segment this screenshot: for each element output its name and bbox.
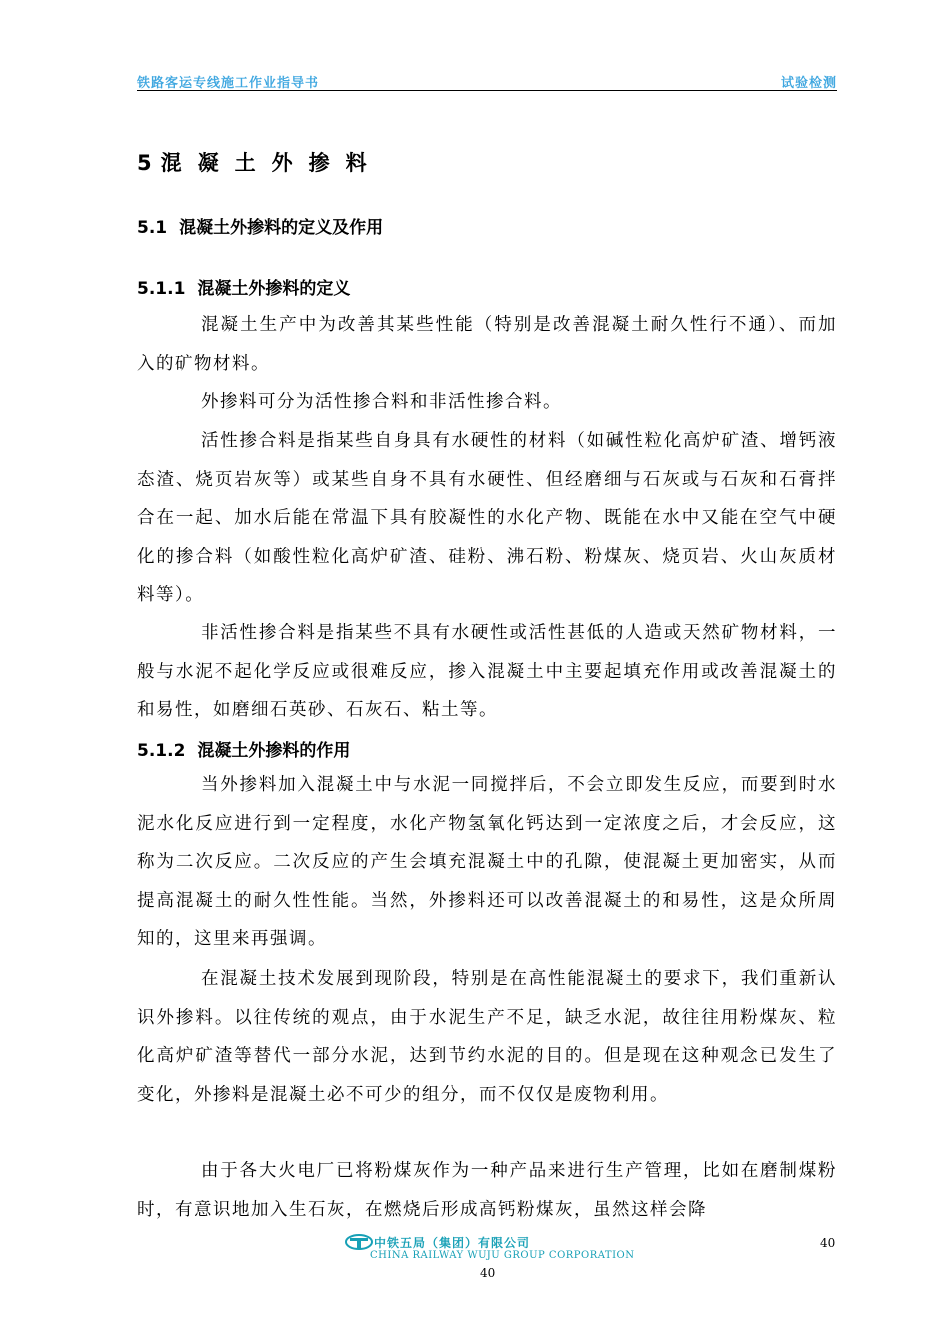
- page-number-center: 40: [480, 1266, 496, 1280]
- header-doc-title: 铁路客运专线施工作业指导书: [137, 76, 320, 91]
- subsection-title: 混凝土外掺料的定义: [197, 279, 351, 299]
- paragraph: 外掺料可分为活性掺合料和非活性掺合料。: [201, 392, 562, 412]
- page-header: [137, 72, 837, 92]
- page-number-right: 40: [820, 1236, 836, 1250]
- subsection-number: 5.1.1: [137, 279, 186, 299]
- paragraph: 当外掺料加入混凝土中与水泥一同搅拌后，不会立即发生反应，而要到时水泥水化反应进行到一定程度，水化产物氢氧化钙达到一定浓度之后，才会反应，这称为二次反应。二次反应的产生会填充混凝土中的孔隙，使混凝土更加密实，从而提高混凝土的耐久性性能。当然，外掺料还可以改善混凝土的和易性，这是众所周知的，这里来再强调。: [137, 775, 837, 949]
- paragraph: 非活性掺合料是指某些不具有水硬性或活性甚低的人造或天然矿物材料，一般与水泥不起化学反应或很难反应，掺入混凝土中主要起填充作用或改善混凝土的和易性，如磨细石英砂、石灰石、粘土等。: [137, 623, 837, 720]
- paragraph: 活性掺合料是指某些自身具有水硬性的材料（如碱性粒化高炉矿渣、增钙液态渣、烧页岩灰等）或某些自身不具有水硬性、但经磨细与石灰或与石灰和石膏拌合在一起、加水后能在常温下具有胶凝性的水化产物、既能在水中又能在空气中硬化的掺合料（如酸性粒化高炉矿渣、硅粉、沸石粉、粉煤灰、烧页岩、火山灰质材料等）。: [137, 431, 837, 605]
- footer-company-en: CHINA RAILWAY WUJU GROUP CORPORATION: [370, 1250, 635, 1261]
- section-heading: [137, 213, 383, 238]
- paragraph: 混凝土生产中为改善其某些性能（特别是改善混凝土耐久性行不通）、而加入的矿物材料。: [137, 315, 837, 374]
- header-divider: [137, 90, 837, 91]
- chapter-number: 5: [137, 151, 153, 175]
- subsection-number: 5.1.2: [137, 741, 186, 761]
- subsection-heading-1: [137, 274, 350, 299]
- subsection-heading-2: [137, 736, 350, 761]
- paragraph: 在混凝土技术发展到现阶段，特别是在高性能混凝土的要求下，我们重新认识外掺料。以往传统的观点，由于水泥生产不足，缺乏水泥，故往往用粉煤灰、粒化高炉矿渣等替代一部分水泥，达到节约水泥的目的。但是现在这种观念已发生了变化，外掺料是混凝土必不可少的组分，而不仅仅是废物利用。: [137, 969, 837, 1105]
- subsection-title: 混凝土外掺料的作用: [197, 741, 351, 761]
- section-number: 5.1: [137, 218, 168, 238]
- section-title: 混凝土外掺料的定义及作用: [179, 218, 384, 238]
- chapter-title: 混凝土外掺料: [160, 151, 383, 175]
- header-section-name: 试验检测: [780, 76, 837, 91]
- chapter-heading: [137, 147, 383, 177]
- footer-company-cn: 中铁五局（集团）有限公司: [374, 1236, 531, 1250]
- crec-logo-icon: [345, 1234, 375, 1250]
- paragraph: 由于各大火电厂已将粉煤灰作为一种产品来进行生产管理，比如在磨制煤粉时，有意识地加入生石灰，在燃烧后形成高钙粉煤灰，虽然这样会降: [137, 1161, 837, 1220]
